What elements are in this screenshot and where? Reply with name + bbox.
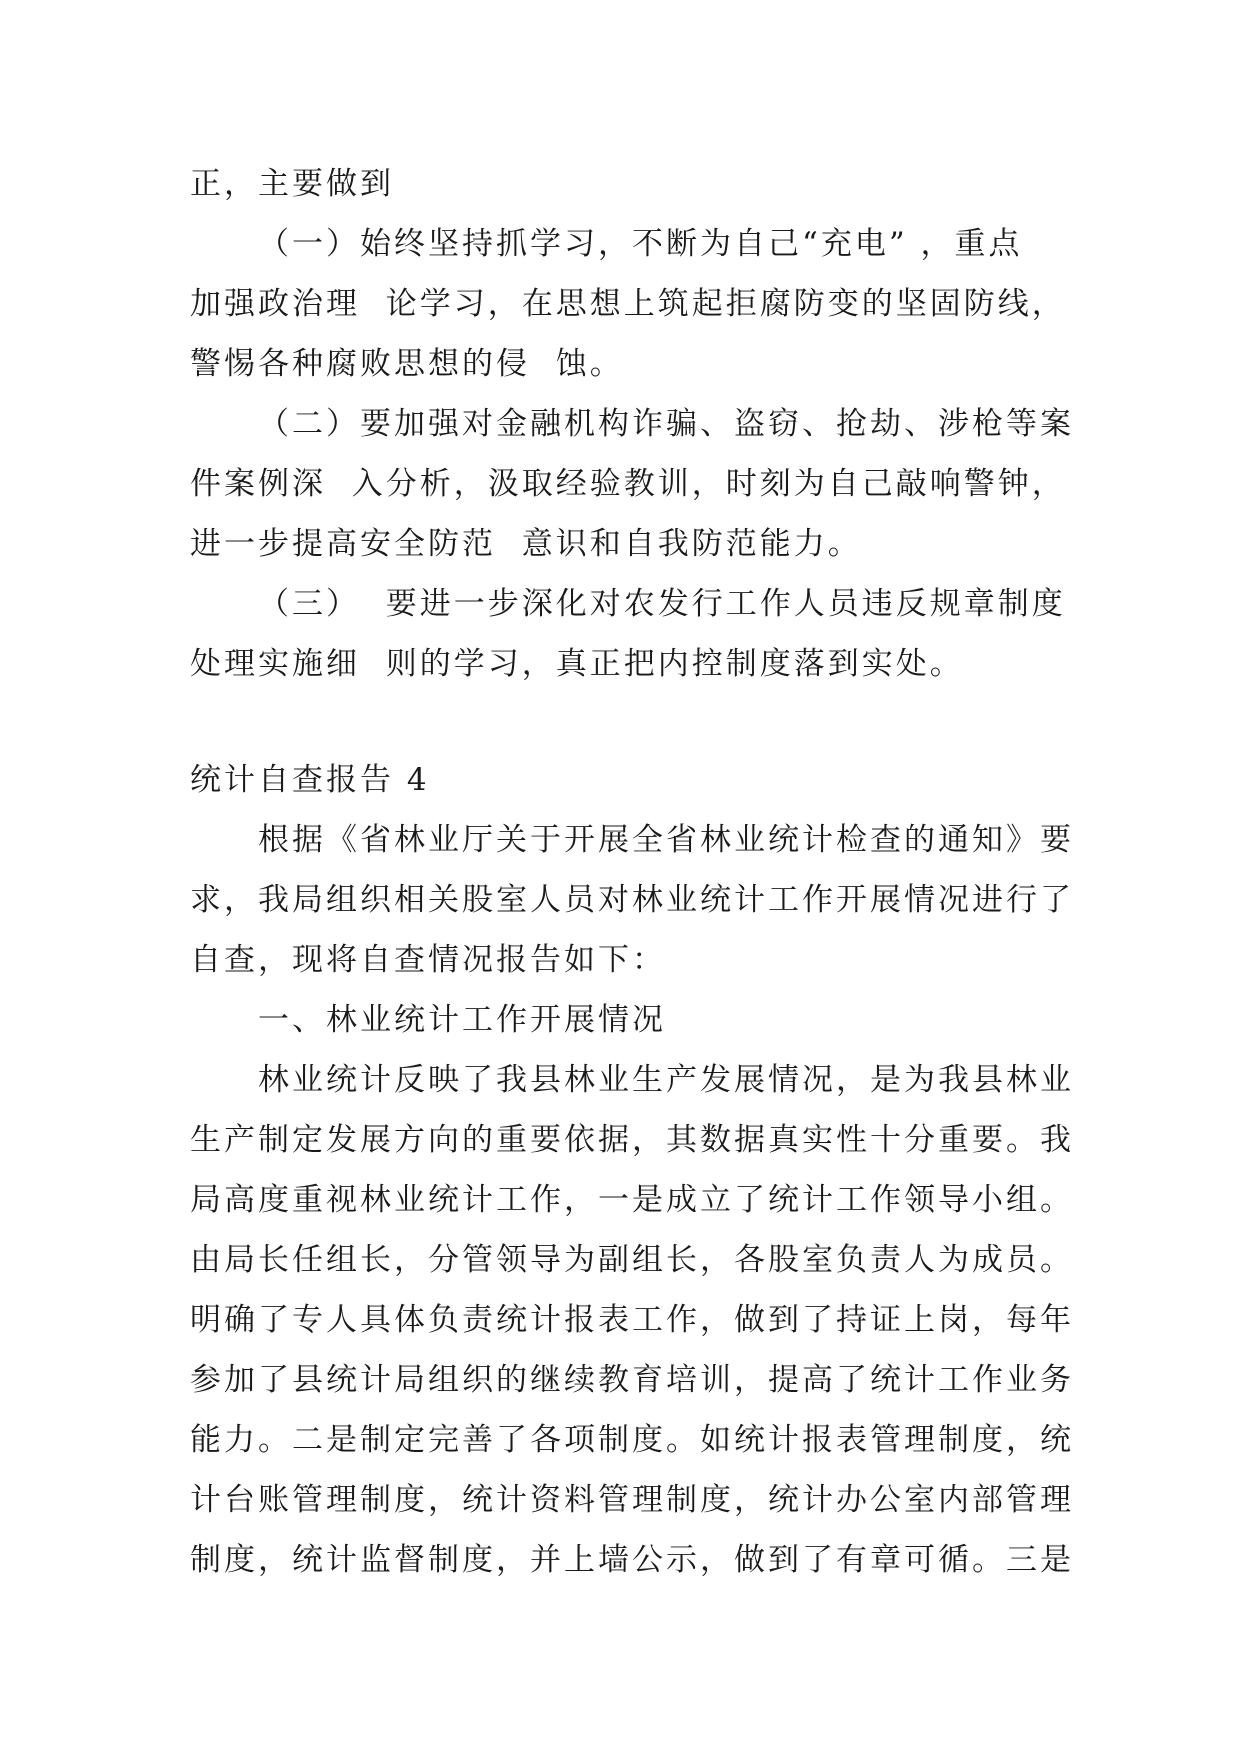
text-line: 参加了县统计局组织的继续教育培训，提高了统计工作业务 <box>190 1362 1074 1398</box>
text-line: 能力。二是制定完善了各项制度。如统计报表管理制度，统 <box>190 1422 1074 1458</box>
section-heading: 统计自查报告 4 <box>190 762 430 798</box>
subheading: 一、林业统计工作开展情况 <box>258 1002 666 1038</box>
text-line: 件案例深 入分析，汲取经验教训，时刻为自己敲响警钟， <box>190 466 1066 502</box>
text-line: 制度，统计监督制度，并上墙公示，做到了有章可循。三是 <box>190 1542 1074 1578</box>
text-line: （二）要加强对金融机构诈骗、盗窃、抢劫、涉枪等案 <box>258 406 1074 442</box>
text-line: 进一步提高安全防范 意识和自我防范能力。 <box>190 526 862 562</box>
text-line: 局高度重视林业统计工作，一是成立了统计工作领导小组。 <box>190 1182 1074 1218</box>
text-line: 警惕各种腐败思想的侵 蚀。 <box>190 346 624 382</box>
text-line: 明确了专人具体负责统计报表工作，做到了持证上岗，每年 <box>190 1302 1074 1338</box>
text-line: 林业统计反映了我县林业生产发展情况，是为我县林业 <box>258 1062 1074 1098</box>
text-line: 求，我局组织相关股室人员对林业统计工作开展情况进行了 <box>190 882 1074 918</box>
text-line: 由局长任组长，分管领导为副组长，各股室负责人为成员。 <box>190 1242 1074 1278</box>
text-line: 加强政治理 论学习，在思想上筑起拒腐防变的坚固防线， <box>190 286 1066 322</box>
text-line: 生产制定发展方向的重要依据，其数据真实性十分重要。我 <box>190 1122 1074 1158</box>
text-line: 正，主要做到 <box>190 166 394 202</box>
text-line: 计台账管理制度，统计资料管理制度，统计办公室内部管理 <box>190 1482 1074 1518</box>
text-line: 自查，现将自查情况报告如下： <box>190 942 666 978</box>
text-line: 根据《省林业厅关于开展全省林业统计检查的通知》要 <box>258 822 1074 858</box>
text-line: 处理实施细 则的学习，真正把内控制度落到实处。 <box>190 646 964 682</box>
text-line: （三） 要进一步深化对农发行工作人员违反规章制度 <box>258 586 1066 622</box>
text-line: （一）始终坚持抓学习，不断为自己“充电” ，重点 <box>258 226 1023 262</box>
